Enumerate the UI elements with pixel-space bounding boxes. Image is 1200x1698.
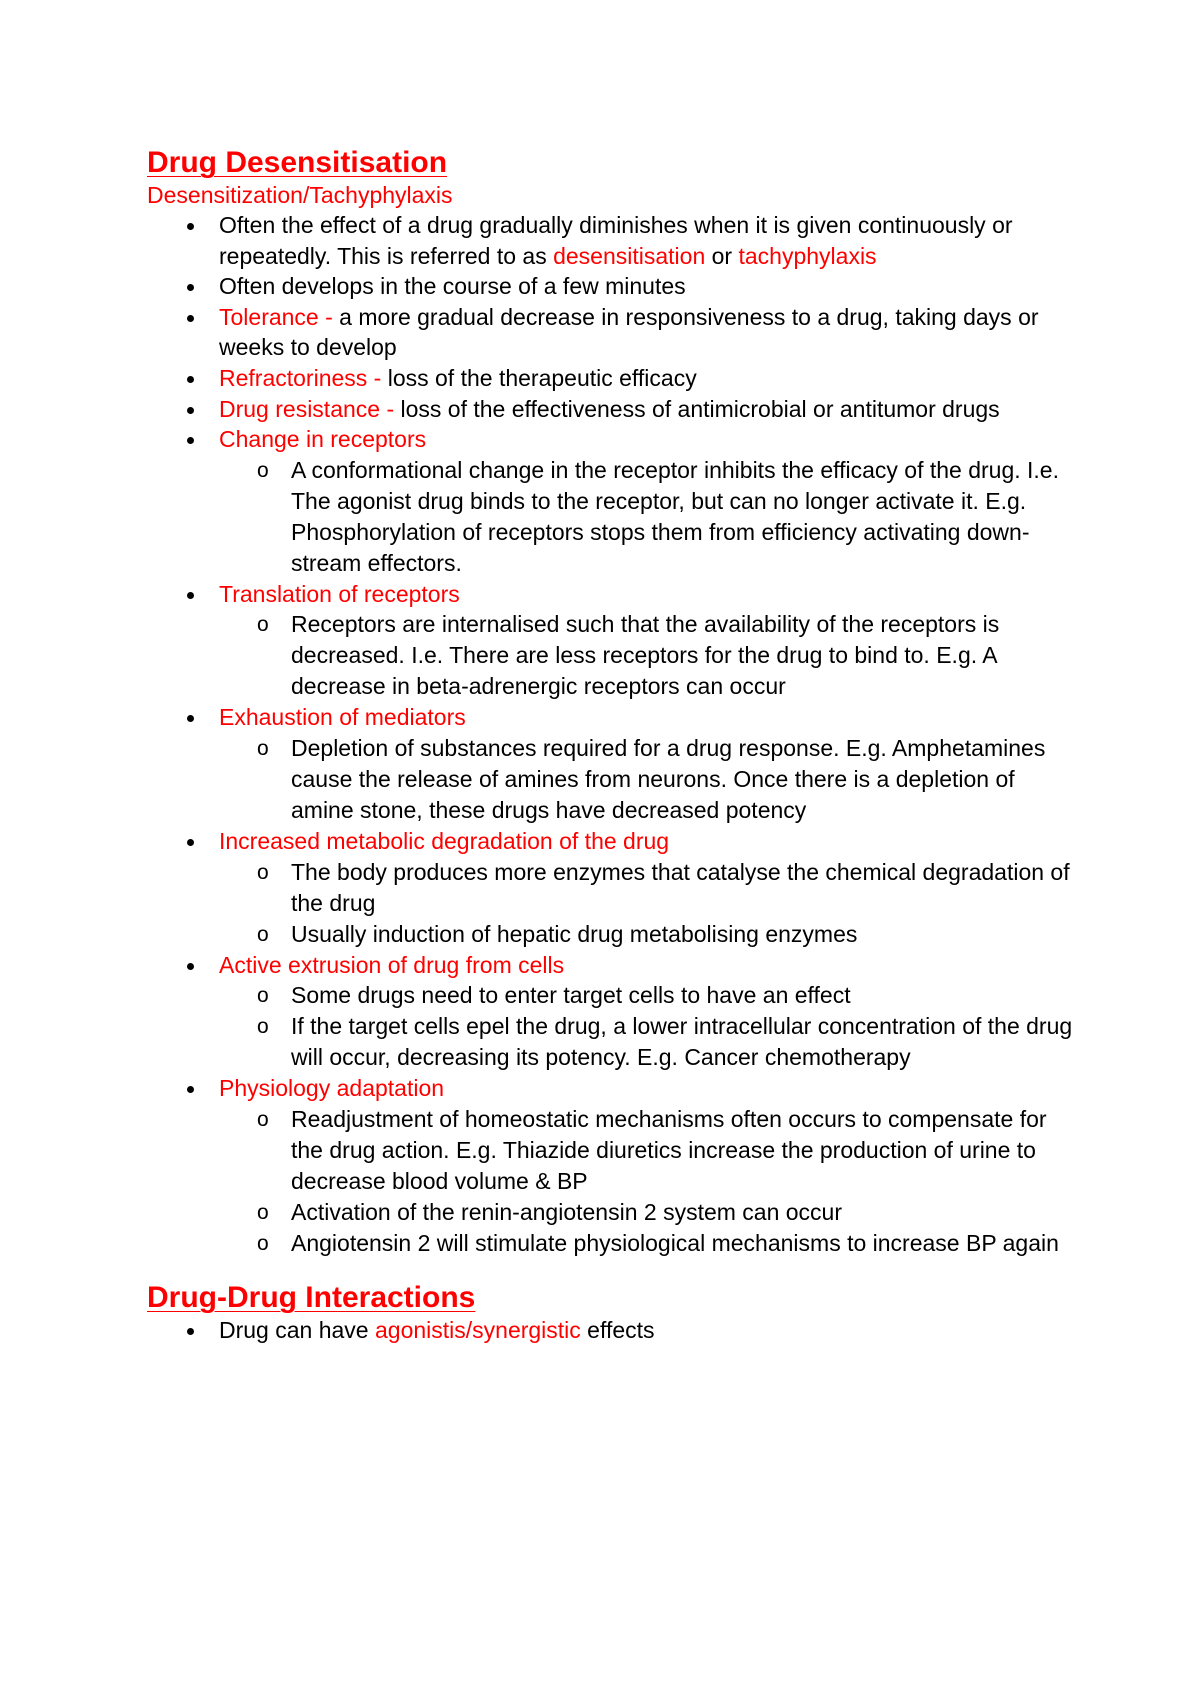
sub-list [219, 1104, 1077, 1259]
highlight-term: Physiology adaptation [219, 1075, 445, 1102]
highlight-term: Drug resistance - [219, 395, 401, 422]
highlight-term: Translation of receptors [219, 580, 460, 607]
sub-list [219, 733, 1077, 826]
list-item: Often develops in the course of a few minutes [147, 271, 1077, 302]
bullet-list-desensitisation [147, 210, 1077, 1259]
sub-list-item: o A conformational change in the receptor inhibits the efficacy of the drug. I.e. The agonist drug binds to the receptor, but can no longer activate it. E.g. Phosphorylation of receptors stops them from efficiency activating down-stream effectors. [219, 455, 1077, 579]
sub-list-item: o If the target cells epel the drug, a lower intracellular concentration of the drug will occur, decreasing its potency. E.g. Cancer chemotherapy [219, 1011, 1077, 1073]
sub-list [219, 857, 1077, 950]
list-item [147, 579, 1077, 703]
sub-list-item: o The body produces more enzymes that catalyse the chemical degradation of the drug [219, 857, 1077, 919]
highlight-term: tachyphylaxis [738, 242, 877, 269]
list-item: Refractoriness - loss of the therapeutic efficacy [147, 363, 1077, 394]
sub-list-item: o Receptors are internalised such that the availability of the receptors is decreased. I.e. There are less receptors for the drug to bind to. E.g. A decrease in beta-adrenergic receptors can occur [219, 609, 1077, 702]
list-item: Drug resistance - loss of the effectiveness of antimicrobial or antitumor drugs [147, 394, 1077, 425]
list-item: Often the effect of a drug gradually diminishes when it is given continuously or repeatedly. This is referred to as desensitisation or tachyphylaxis [147, 210, 1077, 271]
highlight-term: agonistis/synergistic [374, 1316, 581, 1343]
section-title-drug-drug-interactions: Drug-Drug Interactions [147, 1280, 476, 1314]
sub-list [219, 455, 1077, 579]
sub-list-item: o Depletion of substances required for a drug response. E.g. Amphetamines cause the release of amines from neurons. Once there is a depletion of amine stone, these drugs have decreased potency [219, 733, 1077, 826]
sub-list-item: o Angiotensin 2 will stimulate physiological mechanisms to increase BP again [219, 1228, 1077, 1259]
document-content [147, 146, 1077, 1345]
highlight-term: Refractoriness - [219, 364, 388, 391]
bullet-list-interactions [147, 1315, 1077, 1346]
list-item: Tolerance - a more gradual decrease in responsiveness to a drug, taking days or weeks to develop [147, 302, 1077, 363]
section-subtitle: Desensitization/Tachyphylaxis [147, 182, 453, 208]
section-spacer [147, 1259, 1077, 1281]
highlight-term: Tolerance - [219, 303, 340, 330]
list-item [147, 1073, 1077, 1259]
sub-list-item: o Usually induction of hepatic drug metabolising enzymes [219, 919, 1077, 950]
list-item [147, 950, 1077, 1074]
highlight-term: Change in receptors [219, 426, 427, 453]
section-title-drug-desensitisation: Drug Desensitisation [147, 146, 448, 179]
list-item [147, 424, 1077, 579]
sub-list-item: o Readjustment of homeostatic mechanisms often occurs to compensate for the drug action. E.g. Thiazide diuretics increase the production of urine to decrease blood volume & BP [219, 1104, 1077, 1197]
highlight-term: desensitisation [553, 242, 706, 269]
list-item: Drug can have agonistis/synergistic effects [147, 1315, 1077, 1346]
list-item [147, 702, 1077, 826]
sub-list [219, 609, 1077, 702]
sub-list [219, 980, 1077, 1073]
highlight-term: Active extrusion of drug from cells [219, 951, 565, 978]
list-item [147, 826, 1077, 950]
highlight-term: Increased metabolic degradation of the drug [219, 827, 670, 854]
highlight-term: Exhaustion of mediators [219, 704, 466, 731]
sub-list-item: o Activation of the renin-angiotensin 2 system can occur [219, 1197, 1077, 1228]
sub-list-item: o Some drugs need to enter target cells to have an effect [219, 980, 1077, 1011]
